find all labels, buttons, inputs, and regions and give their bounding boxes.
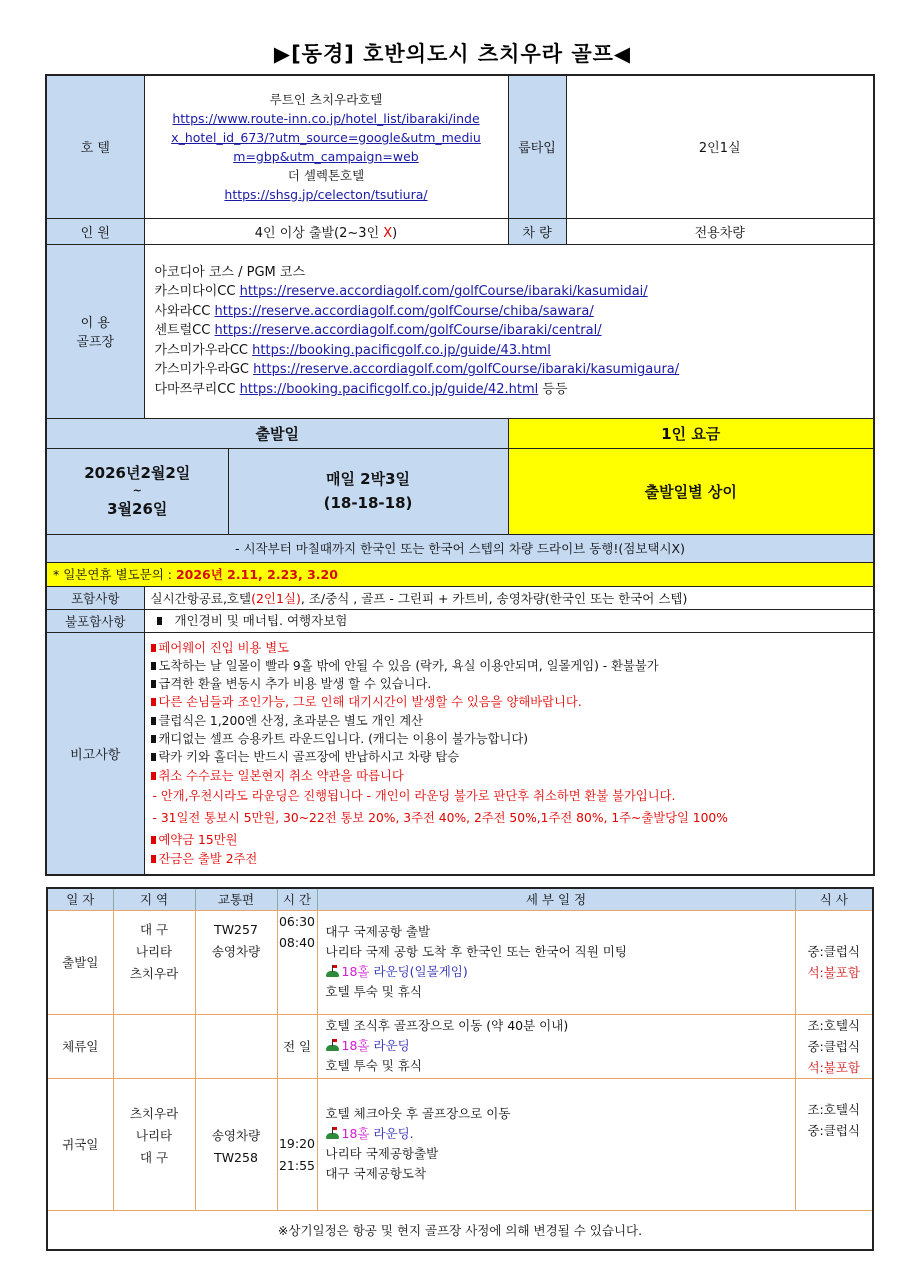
golf-course-link[interactable]: https://reserve.accordiagolf.com/golfCourse/chiba/sawara/ xyxy=(214,303,594,319)
people-label: 인 원 xyxy=(46,218,144,244)
price-header: 1인 요금 xyxy=(508,418,874,448)
details-cell: 호텔 조식후 골프장으로 이동 (약 40분 이내) 18홀 라운딩 호텔 투숙 및 휴식 xyxy=(317,1014,795,1078)
header-transport: 교통편 xyxy=(195,888,277,910)
details-cell: 대구 국제공항 출발 나리타 국제 공항 도착 후 한국인 또는 한국어 직원 미팅 18홀 라운딩(일몰게임) 호텔 투숙 및 휴식 xyxy=(317,910,795,1014)
golf-courses-label: 이 용 골프장 xyxy=(46,244,144,418)
date-range: 2026년2월2일 ~ 3월26일 xyxy=(46,448,228,534)
remarks-list xyxy=(144,632,874,875)
holiday-note: * 일본연휴 별도문의 : 2026년 2.11, 2.23, 3.20 xyxy=(46,562,874,586)
golf-course-item: 가스미가우라CC https://booking.pacificgolf.co.jp/guide/43.html xyxy=(154,342,551,358)
region-cell: 대 구 나리타 츠치우라 xyxy=(113,910,195,1014)
time-cell: 06:30 08:40 xyxy=(277,910,317,1014)
golf-course-link[interactable]: https://reserve.accordiagolf.com/golfCourse/ibaraki/central/ xyxy=(214,323,602,339)
remark-item: 잔금은 출발 2주전 xyxy=(151,850,868,868)
excluded-value: 개인경비 및 매너팁. 여행자보험 xyxy=(144,609,874,632)
day-cell: 귀국일 xyxy=(47,1078,113,1210)
remark-item: - 31일전 통보시 5만원, 30~22전 통보 20%, 3주전 40%, 2주전 50%,1주전 80%, 1주~출발당일 100% xyxy=(152,811,728,826)
header-time: 시 간 xyxy=(277,888,317,910)
itinerary-row xyxy=(47,1014,873,1078)
hotel-name-1: 루트인 츠치우라호텔 xyxy=(269,91,383,107)
header-meals: 식 사 xyxy=(795,888,873,910)
details-cell: 호텔 체크아웃 후 골프장으로 이동 18홀 라운딩. 나리타 국제공항출발 대구 국제공항도착 xyxy=(317,1078,795,1210)
hotel-link-1[interactable]: https://www.route-inn.co.jp/hotel_list/ibaraki/inde x_hotel_id_673/?utm_source=google&utm_mediu m=gbp&utm_campaign=web xyxy=(171,110,481,164)
header-region: 지 역 xyxy=(113,888,195,910)
golf-round-line: 18홀 라운딩(일몰게임) xyxy=(326,962,787,982)
remark-item: 락카 키와 홀더는 반드시 골프장에 반납하시고 차량 탑승 xyxy=(151,748,868,766)
region-cell xyxy=(113,1014,195,1078)
remark-item: 급격한 환율 변동시 추가 비용 발생 할 수 있습니다. xyxy=(151,675,868,693)
hotel-name-2: 더 셀렉톤호텔 xyxy=(287,167,365,183)
golf-flag-icon xyxy=(326,1127,339,1139)
golf-round-line: 18홀 라운딩 xyxy=(326,1036,787,1056)
itinerary-header-row xyxy=(47,888,873,910)
itinerary-row xyxy=(47,910,873,1014)
transport-cell: TW257 송영차량 xyxy=(195,910,277,1014)
golf-courses-list xyxy=(144,244,874,418)
meals-cell: 조:호텔식 중:클럽식 xyxy=(795,1078,873,1210)
vehicle-label: 차 량 xyxy=(508,218,566,244)
time-cell: 전 일 xyxy=(277,1014,317,1078)
hotel-link-2[interactable]: https://shsg.jp/celecton/tsutiura/ xyxy=(224,186,428,202)
golf-flag-icon xyxy=(326,965,339,977)
itinerary-row xyxy=(47,1078,873,1210)
itinerary-table xyxy=(46,887,874,1251)
hotel-cell xyxy=(144,75,508,218)
people-value: 4인 이상 출발(2~3인 X) xyxy=(144,218,508,244)
remark-item: 다른 손님들과 조인가능, 그로 인해 대기시간이 발생할 수 있음을 양해바랍니다. xyxy=(151,693,868,711)
remark-item: 캐디없는 셀프 승용카트 라운드입니다. (캐디는 이용이 불가능합니다) xyxy=(151,730,868,748)
golf-course-item: 다마쯔쿠리CC https://booking.pacificgolf.co.jp/guide/42.html 등등 xyxy=(154,381,568,397)
remark-item: 페어웨이 진입 비용 별도 xyxy=(151,639,868,657)
meals-cell: 중:클럽식 석:불포함 xyxy=(795,910,873,1014)
tour-info-table xyxy=(45,74,875,876)
excluded-label: 불포함사항 xyxy=(46,609,144,632)
golf-course-item: 카스미다이CC https://reserve.accordiagolf.com/golfCourse/ibaraki/kasumidai/ xyxy=(154,284,648,300)
driver-note: - 시작부터 마칠때까지 한국인 또는 한국어 스텝의 차량 드라이브 동행!(점보택시X) xyxy=(46,534,874,562)
day-cell: 출발일 xyxy=(47,910,113,1014)
remark-item: 취소 수수료는 일본현지 취소 약관을 따릅니다 xyxy=(151,767,868,785)
itinerary-footer-row xyxy=(47,1210,873,1250)
remark-item: 도착하는 날 일몰이 빨라 9홀 밖에 안될 수 있음 (락카, 욕실 이용안되며, 일몰게임) - 환불불가 xyxy=(151,657,868,675)
included-value: 실시간항공료,호텔(2인1실), 조/중식 , 골프 - 그린피 + 카트비, 송영차량(한국인 또는 한국어 스텝) xyxy=(144,586,874,609)
room-type-label: 룹타입 xyxy=(508,75,566,218)
remarks-label: 비고사항 xyxy=(46,632,144,875)
departure-header: 출발일 xyxy=(46,418,508,448)
golf-course-item: 센트럴CC https://reserve.accordiagolf.com/golfCourse/ibaraki/central/ xyxy=(154,323,602,339)
itinerary-footer-note: ※상기일정은 항공 및 현지 골프장 사정에 의해 변경될 수 있습니다. xyxy=(47,1210,873,1250)
golf-course-item: 가스미가우라GC https://reserve.accordiagolf.com/golfCourse/ibaraki/kasumigaura/ xyxy=(154,362,680,378)
golf-course-link[interactable]: https://booking.pacificgolf.co.jp/guide/42.html xyxy=(239,381,539,397)
transport-cell: 송영차량 TW258 xyxy=(195,1078,277,1210)
golf-flag-icon xyxy=(326,1039,339,1051)
remark-item: - 안개,우천시라도 라운딩은 진행됩니다 - 개인이 라운딩 불가로 판단후 취소하면 환불 불가입니다. xyxy=(152,788,676,803)
hotel-label: 호 텔 xyxy=(46,75,144,218)
vehicle-value: 전용차량 xyxy=(566,218,874,244)
golf-course-link[interactable]: https://reserve.accordiagolf.com/golfCourse/ibaraki/kasumigaura/ xyxy=(253,362,680,378)
included-label: 포함사항 xyxy=(46,586,144,609)
meals-cell: 조:호텔식 중:클럽식 석:불포함 xyxy=(795,1014,873,1078)
header-day: 일 자 xyxy=(47,888,113,910)
region-cell: 츠치우라 나리타 대 구 xyxy=(113,1078,195,1210)
schedule: 매일 2박3일 (18-18-18) xyxy=(228,448,508,534)
remark-item: 예약금 15만원 xyxy=(151,831,868,849)
golf-round-line: 18홀 라운딩. xyxy=(326,1124,787,1144)
day-cell: 체류일 xyxy=(47,1014,113,1078)
price-value: 출발일별 상이 xyxy=(508,448,874,534)
golf-course-link[interactable]: https://booking.pacificgolf.co.jp/guide/43.html xyxy=(252,342,551,358)
transport-cell xyxy=(195,1014,277,1078)
remark-item: 클럽식은 1,200엔 산정, 초과분은 별도 개인 계산 xyxy=(151,712,868,730)
page-title: ▶[동경] 호반의도시 츠치우라 골프◀ xyxy=(273,42,632,66)
golf-course-item: 사와라CC https://reserve.accordiagolf.com/golfCourse/chiba/sawara/ xyxy=(154,303,594,319)
room-type-value: 2인1실 xyxy=(566,75,874,218)
golf-intro: 아코디아 코스 / PGM 코스 xyxy=(154,264,306,280)
header-details: 세 부 일 정 xyxy=(317,888,795,910)
time-cell: 19:20 21:55 xyxy=(277,1078,317,1210)
golf-course-link[interactable]: https://reserve.accordiagolf.com/golfCourse/ibaraki/kasumidai/ xyxy=(239,284,648,300)
